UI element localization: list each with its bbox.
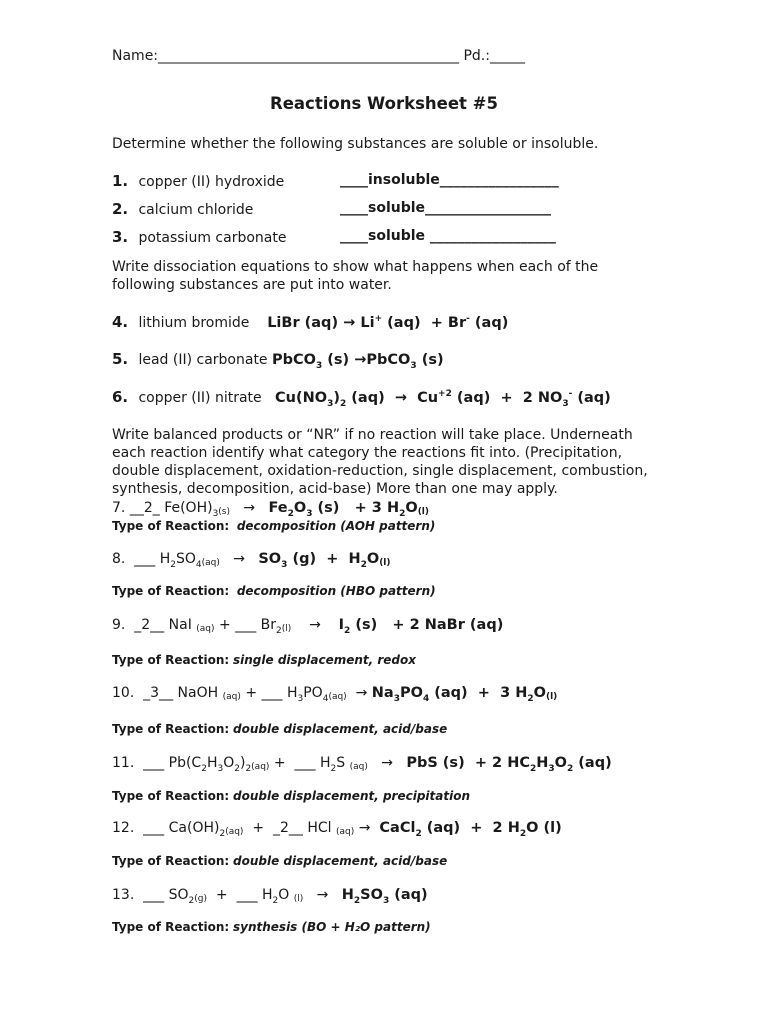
type-of-reaction-8: Type of Reaction: decomposition (HBO pattern) (112, 584, 436, 598)
substance-label: copper (II) hydroxide (138, 174, 285, 190)
solubility-answer-2: ____soluble__________________ (340, 200, 552, 216)
type-of-reaction-9: Type of Reaction: single displacement, redox (112, 653, 417, 667)
solubility-answer-1: ____insoluble_________________ (340, 172, 559, 188)
equation-4: LiBr (aq) → Li+ (aq) + Br- (aq) (267, 314, 509, 331)
worksheet-title: Reactions Worksheet #5 (270, 94, 498, 113)
solubility-item-2: 2. calcium chloride (112, 200, 254, 218)
name-period-line: Name:___________________________________________ Pd.:_____ (112, 48, 525, 64)
question-10: 10. _3__ NaOH (aq) + ___ $H_3PO_4(aq) \to Na_3PO_4$ (aq) + 3 $H_2O(l)$ (112, 685, 558, 704)
question-9: 9. _2__ NaI (aq) + ___ $Br_2(l)$ → $I_2$ (s) + 2 NaBr (aq) (112, 617, 504, 636)
type-of-reaction-11: Type of Reaction: double displacement, precipitation (112, 789, 470, 803)
section2-instructions: Write dissociation equations to show what happens when each of the following substances are put into water. (112, 259, 599, 293)
question-11: 11. ___ $Pb(C_2H_3O_2)_2(aq)$ + ___ $H_2S$ (aq) → PbS (s) + 2 $HC_2H_3O_2$ (aq) (112, 755, 612, 774)
question-4: 4. lithium bromide LiBr (aq) → Li+ (aq) + Br- (aq) (112, 313, 509, 331)
type-of-reaction-12: Type of Reaction: double displacement, acid/base (112, 854, 448, 868)
substance-label: potassium carbonate (138, 230, 287, 246)
type-of-reaction-10: Type of Reaction: double displacement, acid/base (112, 722, 448, 736)
solubility-item-1: 1. copper (II) hydroxide (112, 172, 285, 190)
solubility-answer-3: ____soluble __________________ (340, 228, 556, 244)
section1-instructions: Determine whether the following substances are soluble or insoluble. (112, 136, 599, 152)
question-7: 7. __2_ $Fe(OH)_3(s)$ → $Fe_2O_3$ (s) + 3 $H_2O(l)$ (112, 500, 429, 519)
equation-6: $Cu(NO_3)_2$ $(aq) \to Cu^{+2}$ (aq) + 2 $NO_3^-$ (aq) (275, 389, 611, 409)
type-of-reaction-7: Type of Reaction: decomposition (AOH pattern) (112, 519, 436, 533)
question-12: 12. ___ $Ca(OH)_2(aq)$ + _2__ HCl (aq) → CaCl$_2$ (aq) + 2 $H_2O$ (l) (112, 820, 562, 839)
section3-instructions: Write balanced products or “NR” if no reaction will take place. Underneath each reaction identify what category the reactions fit into. (Precipitation, double displacement, oxidation-reduction, single displacement, combustion, synthesis, decomposition, acid-base) More than one may apply. (112, 427, 648, 497)
equation-5: PbCO$_3$ (s) →PbCO$_3$ (s) (272, 352, 444, 371)
question-5: 5. lead (II) carbonate PbCO$_3$ (s) →PbCO$_3$ (s) (112, 350, 444, 371)
solubility-item-3: 3. potassium carbonate (112, 228, 287, 246)
type-of-reaction-13: Type of Reaction: synthesis (BO + H₂O pattern) (112, 920, 431, 934)
substance-label: calcium chloride (138, 202, 254, 218)
question-8: 8. ___ $H_2SO_4(aq)$ → $SO_3$ $(g) + H_2O(l)$ (112, 551, 391, 570)
question-6: 6. copper (II) nitrate $Cu(NO_3)_2$ $(aq) \to Cu^{+2}$ (aq) + 2 $NO_3^-$ (aq) (112, 388, 611, 409)
question-13: 13. ___ $SO_2(g)$ + ___ $H_2O$ (l) → $H_2SO_3$ (aq) (112, 887, 428, 906)
